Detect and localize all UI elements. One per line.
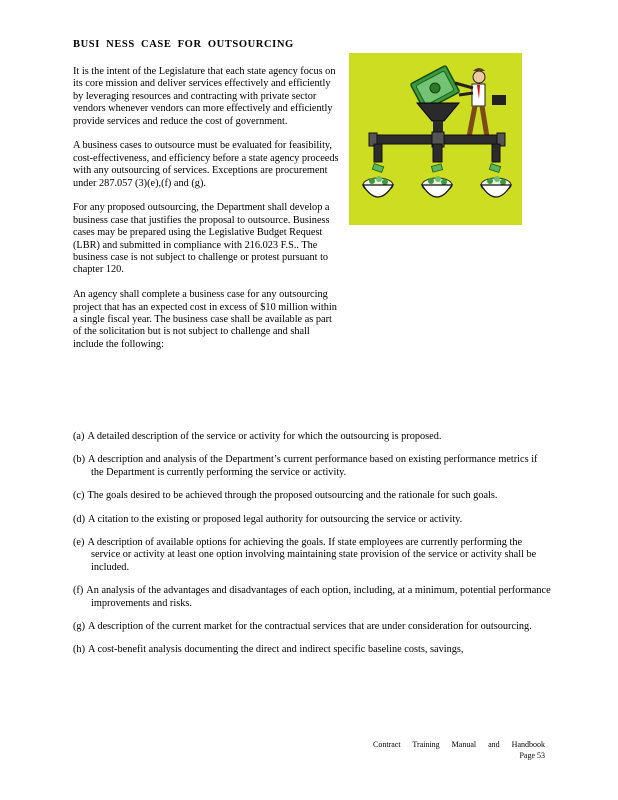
list-item [73, 621, 551, 633]
page-number: Page 53 [519, 751, 545, 760]
item-text: A description of available options for achieving the goals. If state employees are currently performing the service or activity at least one option involving maintaining state provision of the service or activity shall be included. [87, 537, 537, 573]
item-label: (g) [73, 621, 86, 633]
requirements-list [73, 431, 551, 668]
falling-money-icon [372, 163, 500, 172]
item-text: A cost-benefit analysis documenting the direct and indirect specific baseline costs, savings, [88, 644, 464, 656]
item-label: (f) [73, 585, 84, 597]
item-text: The goals desired to be achieved through the proposed outsourcing and the rationale for such goals. [87, 490, 498, 502]
list-item [73, 514, 551, 526]
item-label: (c) [73, 490, 85, 502]
money-bowl-icon [481, 176, 511, 197]
pipeline-icon [369, 132, 505, 162]
list-item [73, 490, 551, 502]
list-item [73, 644, 551, 656]
money-bowl-icon [363, 176, 393, 197]
intro-paragraph: A business cases to outsource must be evaluated for feasibility, cost-effectiveness, and efficiency before a state agency proceeds with any outsourcing of services. Exceptions are procurement under 287.057 (3)(e),(f) and (g). [73, 140, 339, 189]
funnel-icon [417, 103, 459, 135]
item-text: A description and analysis of the Department’s current performance based on existing performance metrics if the Department is currently performing the service or activity. [88, 454, 538, 478]
list-item [73, 431, 551, 443]
item-label: (e) [73, 537, 85, 549]
money-funnel-clipart [349, 53, 522, 225]
item-label: (a) [73, 431, 85, 442]
item-text: A detailed description of the service or activity for which the outsourcing is proposed. [87, 431, 442, 442]
list-item [73, 537, 551, 574]
item-label: (h) [73, 644, 86, 656]
item-label: (b) [73, 454, 86, 466]
intro-paragraph: For any proposed outsourcing, the Department shall develop a business case that justifies the proposal to outsource. Business cases may be prepared using the Legislative Budget Request (LBR) and submitted in compliance with 216.023 F.S.. The business case is not subject to challenge or protest pursuant to chapter 120. [73, 202, 330, 276]
page-title: BUSI NESS CASE FOR OUTSOURCING [73, 39, 294, 50]
manual-title: Contract Training Manual and Handbook [373, 740, 545, 749]
businessman-icon [455, 68, 506, 141]
page-footer [373, 739, 545, 761]
list-item [73, 585, 551, 610]
money-bowl-icon [422, 176, 452, 197]
item-text: A description of the current market for the contractual services that are under consideration for outsourcing. [88, 621, 532, 633]
item-text: A citation to the existing or proposed legal authority for outsourcing the service or activity. [88, 513, 463, 525]
intro-paragraph: An agency shall complete a business case for any outsourcing project that has an expected cost in excess of $10 million within a single fiscal year. The business case shall be available as part of the solicitation but is not subject to challenge and shall include the following: [73, 289, 337, 350]
list-item [73, 454, 551, 479]
item-label: (d) [73, 513, 86, 525]
intro-paragraph: It is the intent of the Legislature that each state agency focus on its core mission and deliver services effectively and efficiently by leveraging resources and contracting with private sector vendors whenever vendors can more effectively and efficiently provide services and reduce the cost of government. [73, 66, 336, 127]
intro-text [73, 66, 341, 364]
item-text: An analysis of the advantages and disadvantages of each option, including, at a minimum, potential performance improvements and risks. [86, 585, 551, 609]
